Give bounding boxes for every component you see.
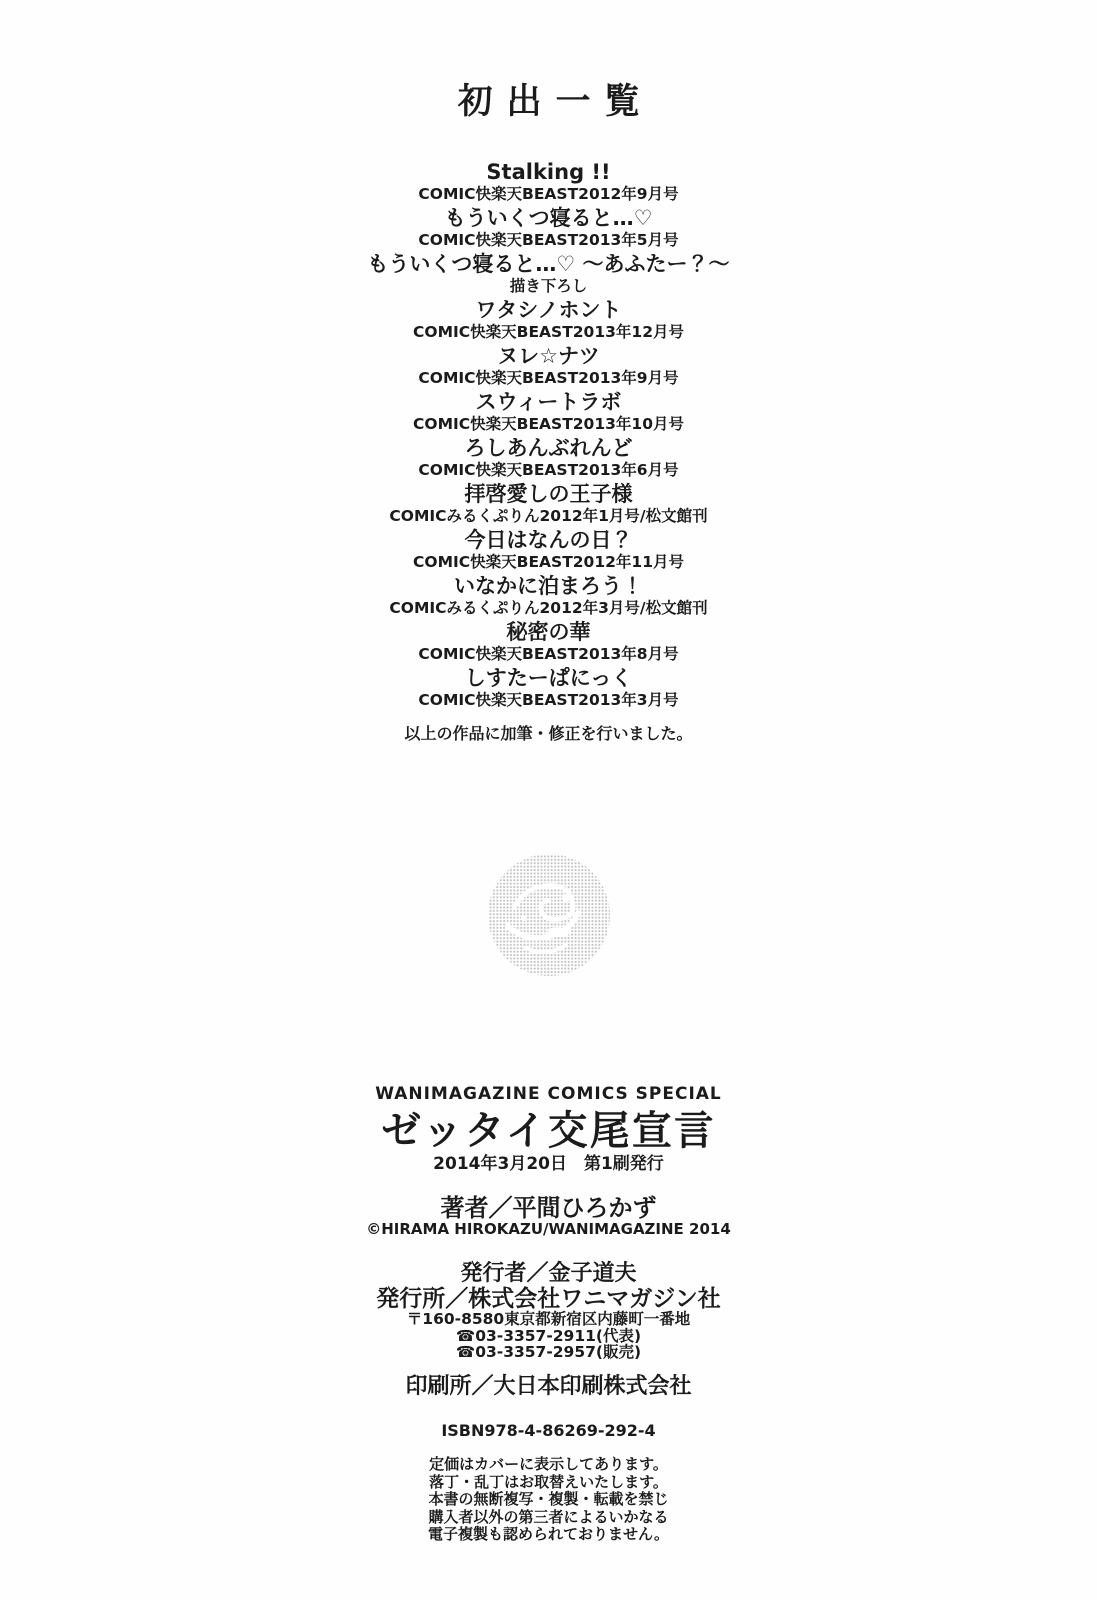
work-title: しすたーぱにっく (464, 666, 633, 690)
work-entry (0, 483, 1097, 526)
work-title: ろしあんぶれんど (464, 436, 633, 460)
work-entry (0, 621, 1097, 664)
work-title: いなかに泊まろう！ (454, 574, 643, 598)
work-source: 描き下ろし (509, 277, 588, 295)
work-entry (0, 667, 1097, 710)
author-line: 著者／平間ひろかず (440, 1194, 657, 1222)
work-entry (0, 161, 1097, 204)
legal-note-line: 電子複製も認められておりません。 (428, 1525, 669, 1543)
work-title: もういくつ寝ると…♡ (444, 206, 653, 230)
work-entry (0, 575, 1097, 618)
work-entry (0, 345, 1097, 388)
work-title: スウィートラボ (475, 390, 622, 414)
work-title: ワタシノホント (475, 298, 622, 322)
work-source: COMIC快楽天BEAST2012年9月号 (418, 185, 679, 203)
work-title: 秘密の華 (506, 620, 591, 644)
work-entry (0, 253, 1097, 296)
phone-main: ☎03-3357-2911(代表) (455, 1327, 642, 1345)
phone-sales: ☎03-3357-2957(販売) (455, 1343, 642, 1361)
work-source: COMIC快楽天BEAST2013年8月号 (418, 645, 679, 663)
work-source: COMICみるくぷりん2012年3月号/松文館刊 (389, 599, 708, 617)
publisher-address: 〒160-8580東京都新宿区内藤町一番地 (406, 1310, 691, 1328)
legal-notes (0, 1456, 1097, 1544)
printer-line: 印刷所／大日本印刷株式会社 (405, 1374, 692, 1399)
work-title: もういくつ寝ると…♡ ～あふたー？～ (367, 252, 730, 276)
work-source: COMIC快楽天BEAST2013年10月号 (413, 415, 684, 433)
work-title: ヌレ☆ナツ (497, 344, 600, 368)
revision-note: 以上の作品に加筆・修正を行いました。 (404, 724, 693, 743)
isbn: ISBN978-4-86269-292-4 (441, 1421, 656, 1440)
legal-note-line: 購入者以外の第三者によるいかなる (428, 1507, 669, 1526)
work-entry (0, 207, 1097, 250)
work-source: COMIC快楽天BEAST2013年3月号 (418, 691, 679, 709)
work-title: 今日はなんの日？ (464, 528, 633, 552)
wanimagazine-dragon-emblem-icon (486, 852, 612, 978)
print-date: 2014年3月20日 第1刷発行 (433, 1154, 664, 1174)
work-entry (0, 391, 1097, 434)
emblem-wrap (0, 852, 1097, 978)
legal-note-line: 定価はカバーに表示してあります。 (429, 1455, 668, 1473)
page-title: 初出一覧 (457, 82, 654, 122)
work-source: COMICみるくぷりん2012年1月号/松文館刊 (389, 507, 708, 525)
work-title: Stalking !! (486, 160, 611, 184)
publisher-company: 発行所／株式会社ワニマガジン社 (376, 1286, 721, 1312)
work-entry (0, 299, 1097, 342)
work-source: COMIC快楽天BEAST2013年5月号 (418, 231, 679, 249)
work-source: COMIC快楽天BEAST2013年12月号 (413, 323, 684, 341)
work-entry (0, 437, 1097, 480)
series-label: WANIMAGAZINE COMICS SPECIAL (375, 1084, 722, 1104)
book-title: ゼッタイ交尾宣言 (381, 1108, 716, 1154)
first-publication-list (0, 161, 1097, 710)
work-title: 拝啓愛しの王子様 (464, 482, 633, 506)
work-source: COMIC快楽天BEAST2013年9月号 (418, 369, 679, 387)
legal-note-line: 本書の無断複写・複製・転載を禁じ (428, 1490, 669, 1508)
legal-note-line: 落丁・乱丁はお取替えいたします。 (429, 1472, 668, 1491)
copyright-line: ©HIRAMA HIROKAZU/WANIMAGAZINE 2014 (366, 1220, 731, 1238)
work-entry (0, 529, 1097, 572)
colophon-block (0, 1085, 1097, 1544)
work-source: COMIC快楽天BEAST2012年11月号 (413, 553, 684, 571)
work-source: COMIC快楽天BEAST2013年6月号 (418, 461, 679, 479)
publisher-person: 発行者／金子道夫 (460, 1261, 637, 1286)
